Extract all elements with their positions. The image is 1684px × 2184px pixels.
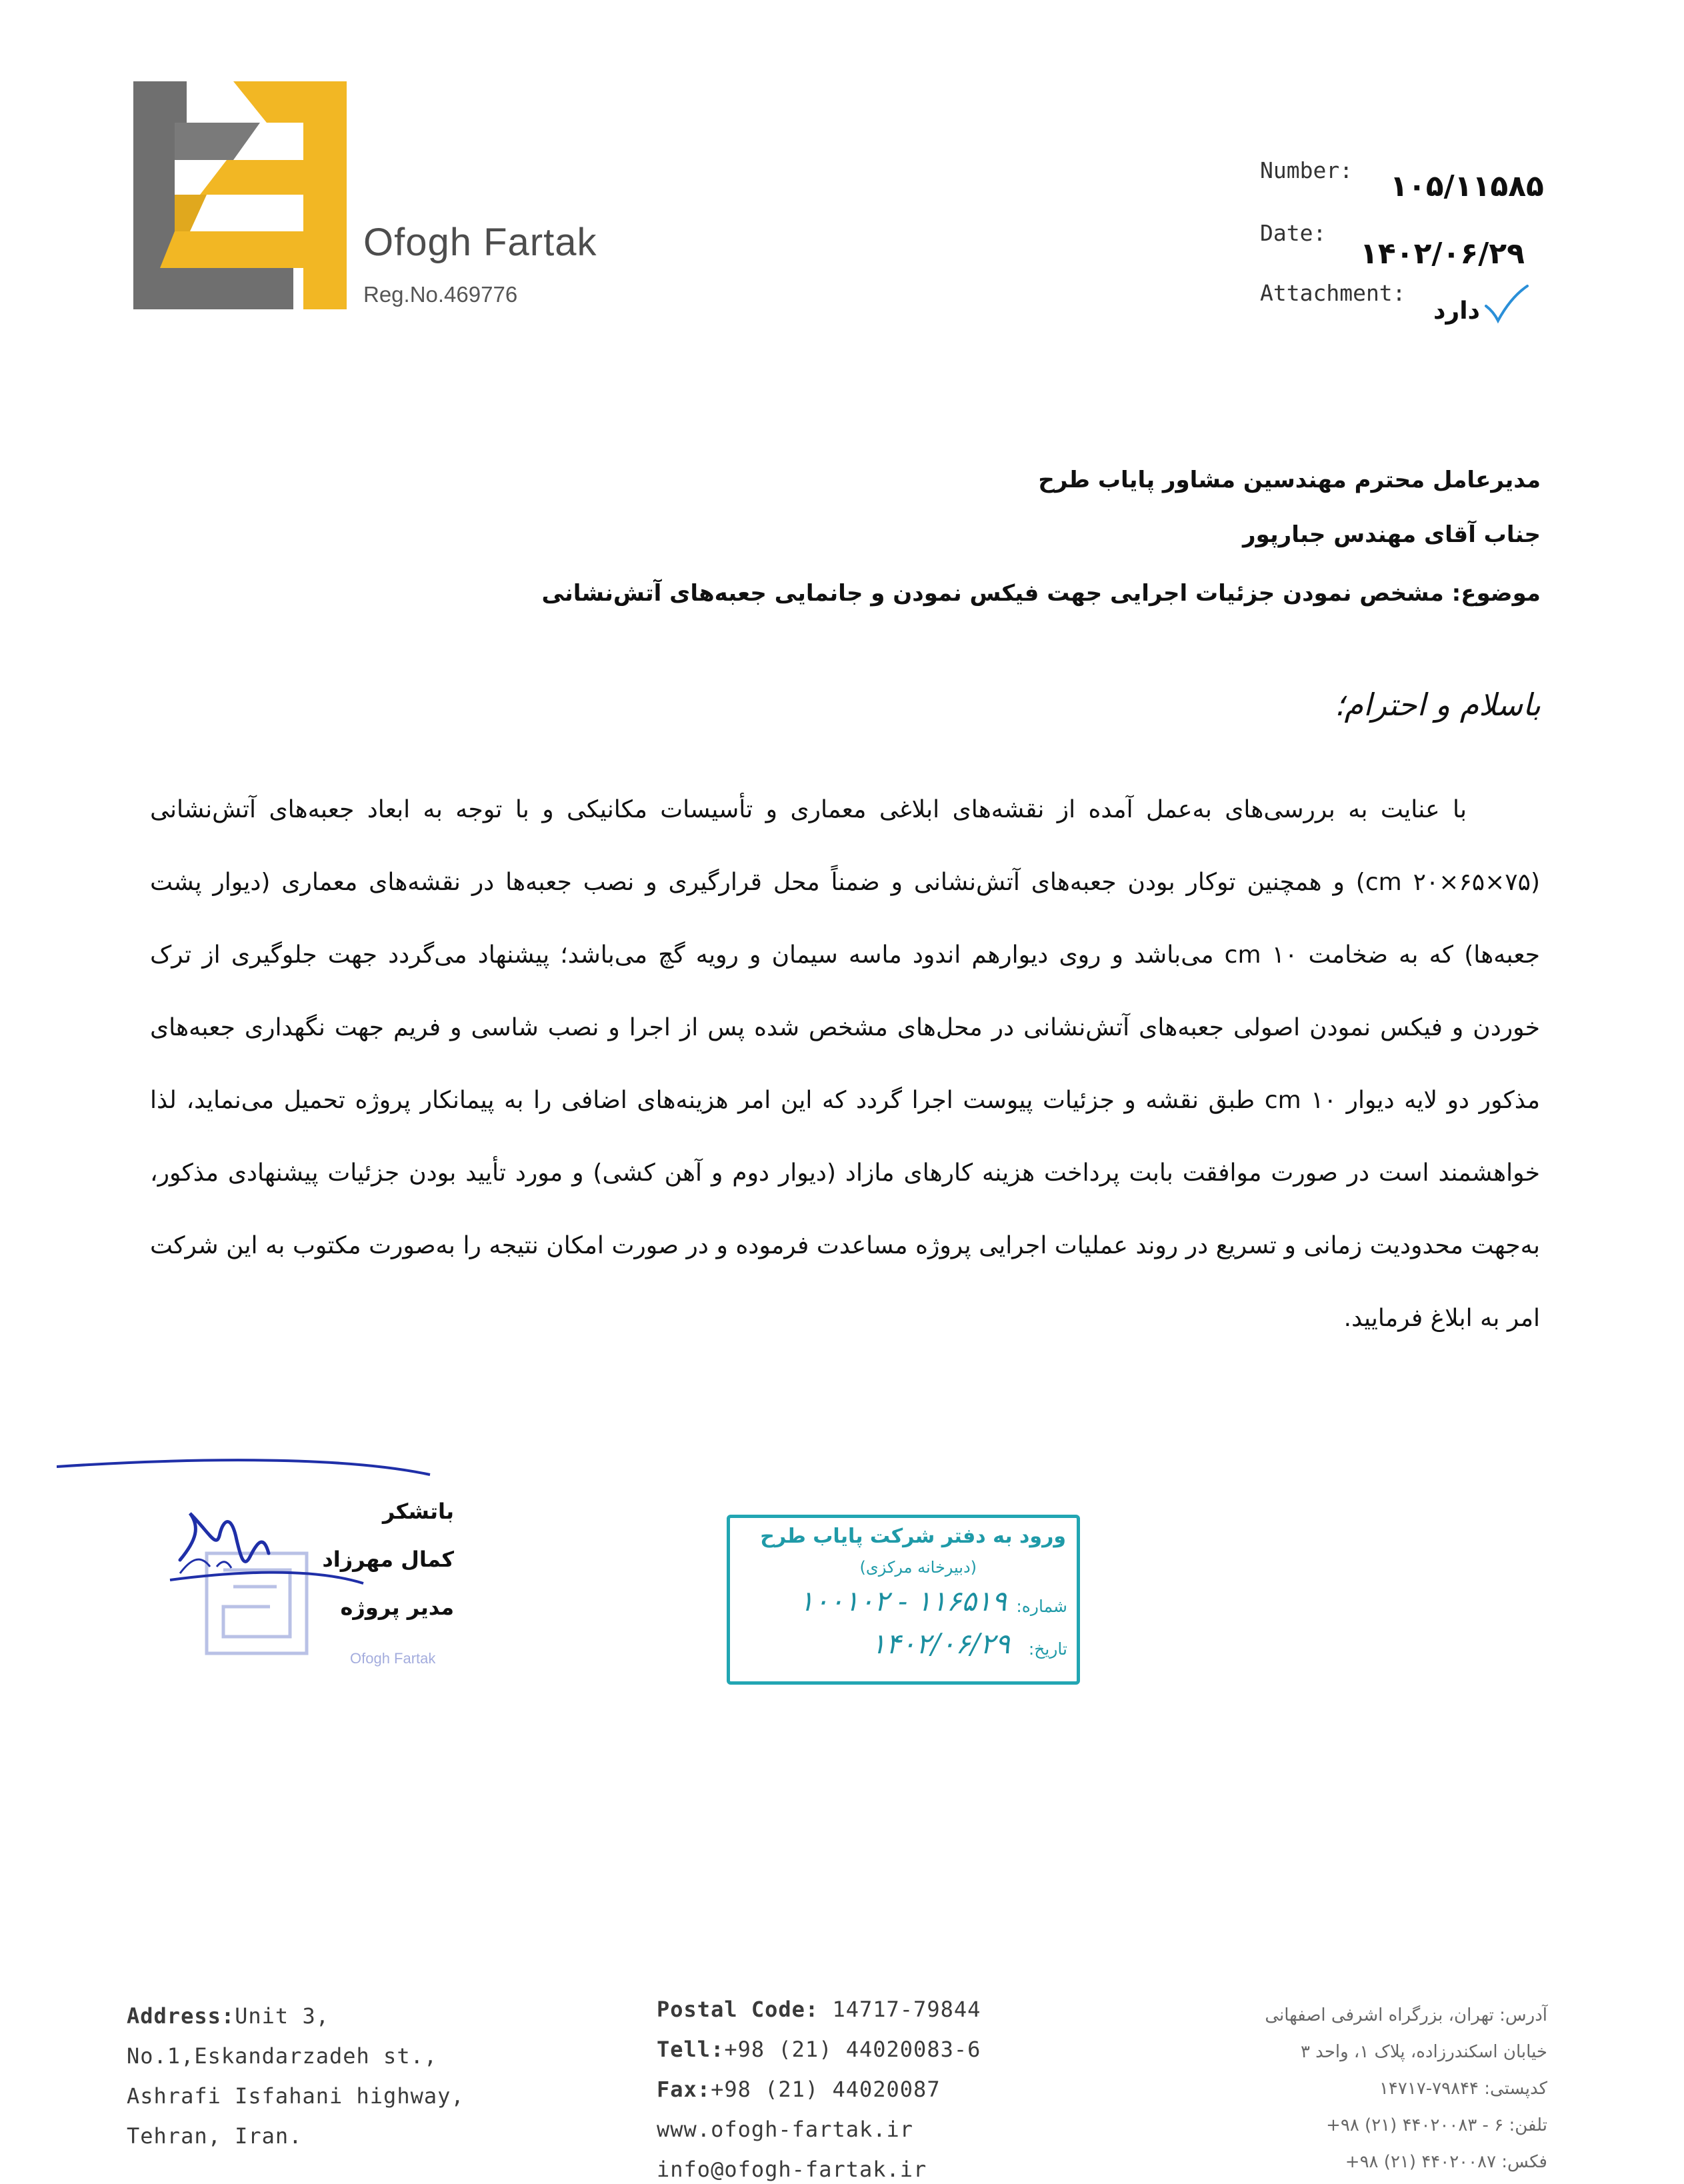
received-stamp-title: ورود به دفتر شرکت پایاب طرح: [760, 1525, 1066, 1548]
footer-fa-fax: فکس: ۴۴۰۲۰۰۸۷ (۲۱) ۹۸+: [1345, 2152, 1547, 2172]
footer-email[interactable]: info@ofogh-fartak.ir: [657, 2157, 927, 2182]
footer-address-line1: Address:Unit 3,: [127, 2003, 329, 2029]
signatory-title: مدیر پروژه: [340, 1595, 454, 1620]
company-logo: [133, 81, 347, 309]
footer-address-label: Address:: [127, 2003, 235, 2029]
recipient-title: مدیرعامل محترم مهندسین مشاور پایاب طرح: [1038, 467, 1541, 493]
signature-stamp: [57, 1453, 483, 1693]
footer-tel-label: Tell:: [657, 2037, 725, 2062]
check-icon: [1483, 283, 1530, 325]
letter-subject: موضوع: مشخص نمودن جزئیات اجرایی جهت فیکس نمودن و جانمایی جعبه‌های آتش‌نشانی: [541, 580, 1541, 607]
recipient-person: جناب آقای مهندس جبارپور: [1243, 521, 1541, 548]
footer-address-line4: Tehran, Iran.: [127, 2123, 303, 2149]
footer-postal-label: Postal Code:: [657, 1997, 819, 2022]
received-stamp-number: ۱۱۶۵۱۹ - ۱۰۰۱۰۲: [799, 1585, 1007, 1617]
received-stamp-date-label: تاریخ:: [1028, 1639, 1067, 1659]
company-name: Ofogh Fartak: [363, 221, 597, 264]
footer-postal: Postal Code: 14717-79844: [657, 1997, 981, 2022]
date-label: Date:: [1260, 220, 1327, 246]
attachment-value: دارد: [1433, 297, 1481, 325]
number-label: Number:: [1260, 157, 1353, 183]
footer-fa-address2: خیابان اسکندرزاده، پلاک ۱، واحد ۳: [1300, 2042, 1547, 2062]
salutation: باسلام و احترام؛: [1334, 687, 1541, 723]
received-stamp-date: ۱۴۰۲/۰۶/۲۹: [871, 1627, 1010, 1660]
company-reg-number: Reg.No.469776: [363, 282, 518, 307]
footer-fa-address1: آدرس: تهران، بزرگراه اشرفی اصفهانی: [1265, 2005, 1547, 2025]
received-stamp: [727, 1515, 1080, 1685]
attachment-label: Attachment:: [1260, 280, 1406, 306]
footer-address-line3: Ashrafi Isfahani highway,: [127, 2083, 465, 2109]
number-value: ۱۰۵/۱۱۵۸۵: [1390, 169, 1544, 203]
signature-stamp-brand: Ofogh Fartak: [350, 1650, 436, 1667]
received-stamp-number-label: شماره:: [1016, 1597, 1067, 1616]
footer-address-line2: No.1,Eskandarzadeh st.,: [127, 2043, 438, 2069]
footer-website[interactable]: www.ofogh-fartak.ir: [657, 2117, 914, 2142]
received-stamp-subtitle: (دبیرخانه مرکزی): [859, 1558, 977, 1577]
footer-fa-tel: تلفن: ۶ - ۴۴۰۲۰۰۸۳ (۲۱) ۹۸+: [1326, 2115, 1547, 2135]
letter-body: با عنایت به بررسی‌های به‌عمل آمده از نقشه‌های ابلاغی معماری و تأسیسات مکانیکی و با توجه به ابعاد جعبه‌های آتش‌نشانی (۷۵×۶۵×۲۰ cm) و همچنین توکار بودن جعبه‌های آتش‌نشانی و ضمناً محل قرارگیری و نصب جعبه‌ها در نقشه‌های معماری (دیوار پشت جعبه‌ها) که به ضخامت ۱۰ cm می‌باشد و روی دیوارهم اندود ماسه سیمان و رویه گچ می‌باشد؛ پیشنهاد می‌گردد جهت جلوگیری از ترک خوردن و فیکس نمودن اصولی جعبه‌های آتش‌نشانی در محل‌های مشخص شده پس از اجرا و نصب شاسی و فریم جهت نگهداری جعبه‌های مذکور دو لایه دیوار ۱۰ cm طبق نقشه و جزئیات پیوست اجرا گردد که این امر هزینه‌های اضافی را به پیمانکار پروژه تحمیل می‌نماید، لذا خواهشمند است در صورت موافقت بابت پرداخت هزینه کارهای مازاد (دیوار دوم و آهن کشی) و مورد تأیید بودن جزئیات پیشنهادی مذکور، به‌جهت محدودیت زمانی و تسریع در روند عملیات اجرایی پروژه مساعدت فرموده و در صورت امکان نتیجه را به‌صورت مکتوب به این شرکت امر به ابلاغ فرمایید.: [150, 796, 1540, 1332]
signatory-name: کمال مهرزاد: [322, 1547, 454, 1572]
footer-fax-label: Fax:: [657, 2077, 711, 2102]
footer-tel: Tell:+98 (21) 44020083-6: [657, 2037, 981, 2062]
signature-closing: باتشکر: [382, 1499, 454, 1524]
footer-fa-postal: کدپستی: ۷۹۸۴۴-۱۴۷۱۷: [1379, 2079, 1547, 2099]
date-value: ۱۴۰۲/۰۶/۲۹: [1360, 237, 1525, 271]
footer-fax: Fax:+98 (21) 44020087: [657, 2077, 941, 2102]
